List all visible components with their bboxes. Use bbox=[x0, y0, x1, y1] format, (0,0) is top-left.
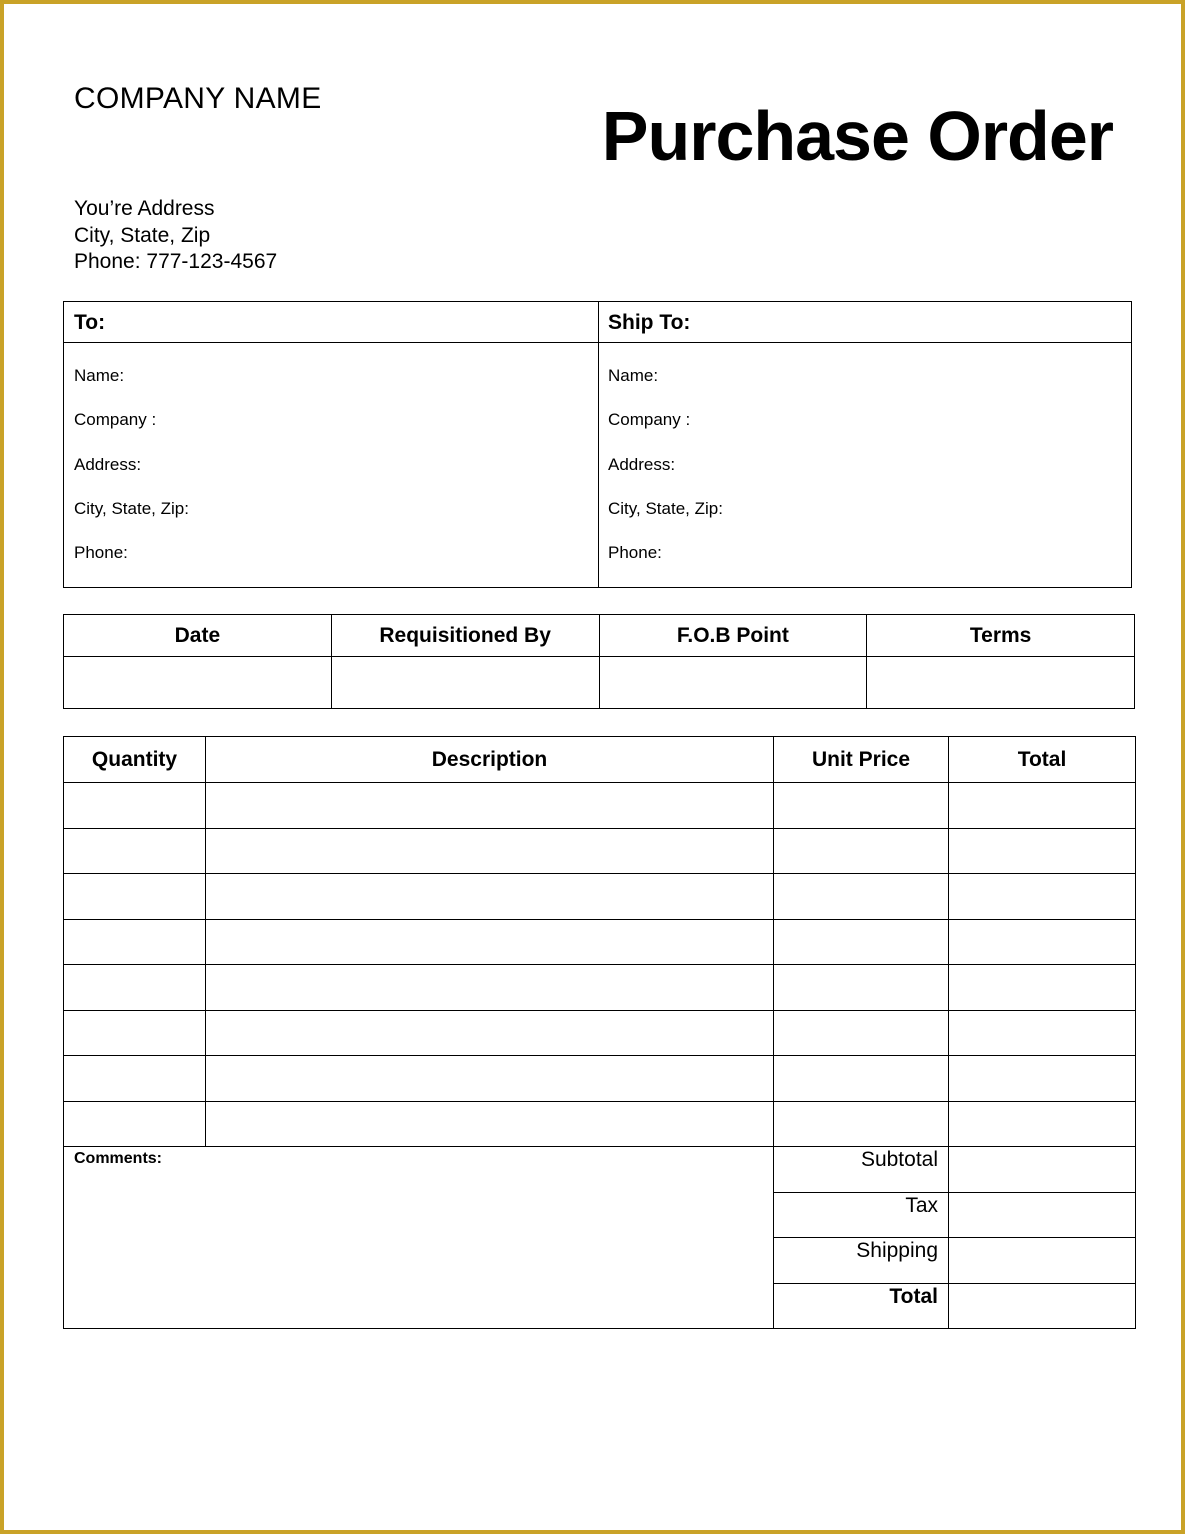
requisitioned-by-cell[interactable] bbox=[331, 657, 599, 709]
address-table bbox=[63, 301, 1132, 588]
ship-to-column bbox=[598, 302, 1131, 587]
description-cell[interactable] bbox=[206, 874, 774, 920]
to-address-field[interactable]: Address: bbox=[74, 454, 142, 474]
table-row bbox=[64, 828, 1136, 874]
to-column bbox=[64, 302, 599, 587]
to-name-field[interactable]: Name: bbox=[74, 366, 125, 385]
table-row bbox=[64, 919, 1136, 965]
line-total-cell[interactable] bbox=[949, 1010, 1136, 1056]
date-cell[interactable] bbox=[64, 657, 332, 709]
ship-to-company-field[interactable]: Company : bbox=[608, 410, 691, 430]
unit-price-cell[interactable] bbox=[774, 1010, 949, 1056]
quantity-cell[interactable] bbox=[64, 783, 206, 829]
address-line: You’re Address bbox=[74, 197, 215, 220]
description-cell[interactable] bbox=[206, 1101, 774, 1147]
ship-to-phone-field[interactable]: Phone: bbox=[608, 543, 662, 563]
date-header: Date bbox=[64, 615, 332, 657]
table-row bbox=[64, 1101, 1136, 1147]
ship-to-address-field[interactable]: Address: bbox=[608, 454, 676, 474]
ship-to-heading: Ship To: bbox=[598, 302, 1131, 343]
comments-box[interactable] bbox=[64, 1147, 774, 1329]
unit-price-cell[interactable] bbox=[774, 874, 949, 920]
description-cell[interactable] bbox=[206, 783, 774, 829]
description-cell[interactable] bbox=[206, 828, 774, 874]
description-cell[interactable] bbox=[206, 919, 774, 965]
subtotal-label-cell bbox=[774, 1147, 949, 1193]
to-city-state-zip-field[interactable]: City, State, Zip: bbox=[74, 498, 189, 518]
table-row bbox=[64, 965, 1136, 1011]
quantity-cell[interactable] bbox=[64, 828, 206, 874]
quantity-cell[interactable] bbox=[64, 1101, 206, 1147]
table-row bbox=[64, 783, 1136, 829]
requisitioned-by-header: Requisitioned By bbox=[331, 615, 599, 657]
line-total-cell[interactable] bbox=[949, 1101, 1136, 1147]
unit-price-cell[interactable] bbox=[774, 965, 949, 1011]
unit-price-cell[interactable] bbox=[774, 783, 949, 829]
subtotal-value-cell[interactable] bbox=[949, 1147, 1136, 1193]
fob-point-header: F.O.B Point bbox=[599, 615, 867, 657]
comments-label: Comments: bbox=[74, 1150, 163, 1167]
quantity-cell[interactable] bbox=[64, 1056, 206, 1102]
unit-price-header: Unit Price bbox=[774, 737, 949, 783]
shipping-label-cell bbox=[774, 1238, 949, 1284]
description-cell[interactable] bbox=[206, 965, 774, 1011]
order-info-table bbox=[63, 614, 1135, 709]
table-row bbox=[64, 1056, 1136, 1102]
unit-price-cell[interactable] bbox=[774, 919, 949, 965]
grand-total-label: Total bbox=[889, 1284, 938, 1308]
table-row bbox=[64, 874, 1136, 920]
tax-label: Tax bbox=[905, 1193, 938, 1217]
line-total-cell[interactable] bbox=[949, 965, 1136, 1011]
ship-to-city-state-zip-field[interactable]: City, State, Zip: bbox=[608, 498, 723, 518]
terms-header: Terms bbox=[867, 615, 1135, 657]
table-row bbox=[64, 1010, 1136, 1056]
description-header: Description bbox=[206, 737, 774, 783]
line-total-cell[interactable] bbox=[949, 1056, 1136, 1102]
subtotal-label: Subtotal bbox=[860, 1148, 938, 1171]
ship-to-name-field[interactable]: Name: bbox=[608, 366, 659, 385]
description-cell[interactable] bbox=[206, 1010, 774, 1056]
fob-point-cell[interactable] bbox=[599, 657, 867, 709]
line-items-table bbox=[63, 736, 1136, 1329]
company-name: COMPANY NAME bbox=[74, 82, 322, 115]
to-heading: To: bbox=[64, 302, 598, 343]
line-total-cell[interactable] bbox=[949, 919, 1136, 965]
total-header: Total bbox=[949, 737, 1136, 783]
tax-label-cell bbox=[774, 1192, 949, 1238]
to-company-field[interactable]: Company : bbox=[74, 410, 157, 430]
line-total-cell[interactable] bbox=[949, 874, 1136, 920]
terms-cell[interactable] bbox=[867, 657, 1135, 709]
quantity-cell[interactable] bbox=[64, 874, 206, 920]
description-cell[interactable] bbox=[206, 1056, 774, 1102]
unit-price-cell[interactable] bbox=[774, 828, 949, 874]
quantity-cell[interactable] bbox=[64, 965, 206, 1011]
shipping-label: Shipping bbox=[856, 1239, 938, 1262]
unit-price-cell[interactable] bbox=[774, 1101, 949, 1147]
grand-total-label-cell bbox=[774, 1283, 949, 1329]
city-state-zip-line: City, State, Zip bbox=[74, 223, 211, 247]
line-total-cell[interactable] bbox=[949, 828, 1136, 874]
phone-line: Phone: 777-123-4567 bbox=[74, 250, 278, 273]
unit-price-cell[interactable] bbox=[774, 1056, 949, 1102]
quantity-cell[interactable] bbox=[64, 919, 206, 965]
sender-address bbox=[74, 196, 277, 276]
tax-value-cell[interactable] bbox=[949, 1192, 1136, 1238]
document-title: Purchase Order bbox=[601, 97, 1113, 175]
quantity-cell[interactable] bbox=[64, 1010, 206, 1056]
to-phone-field[interactable]: Phone: bbox=[74, 543, 128, 563]
grand-total-value-cell[interactable] bbox=[949, 1283, 1136, 1329]
shipping-value-cell[interactable] bbox=[949, 1238, 1136, 1284]
line-total-cell[interactable] bbox=[949, 783, 1136, 829]
quantity-header: Quantity bbox=[64, 737, 206, 783]
